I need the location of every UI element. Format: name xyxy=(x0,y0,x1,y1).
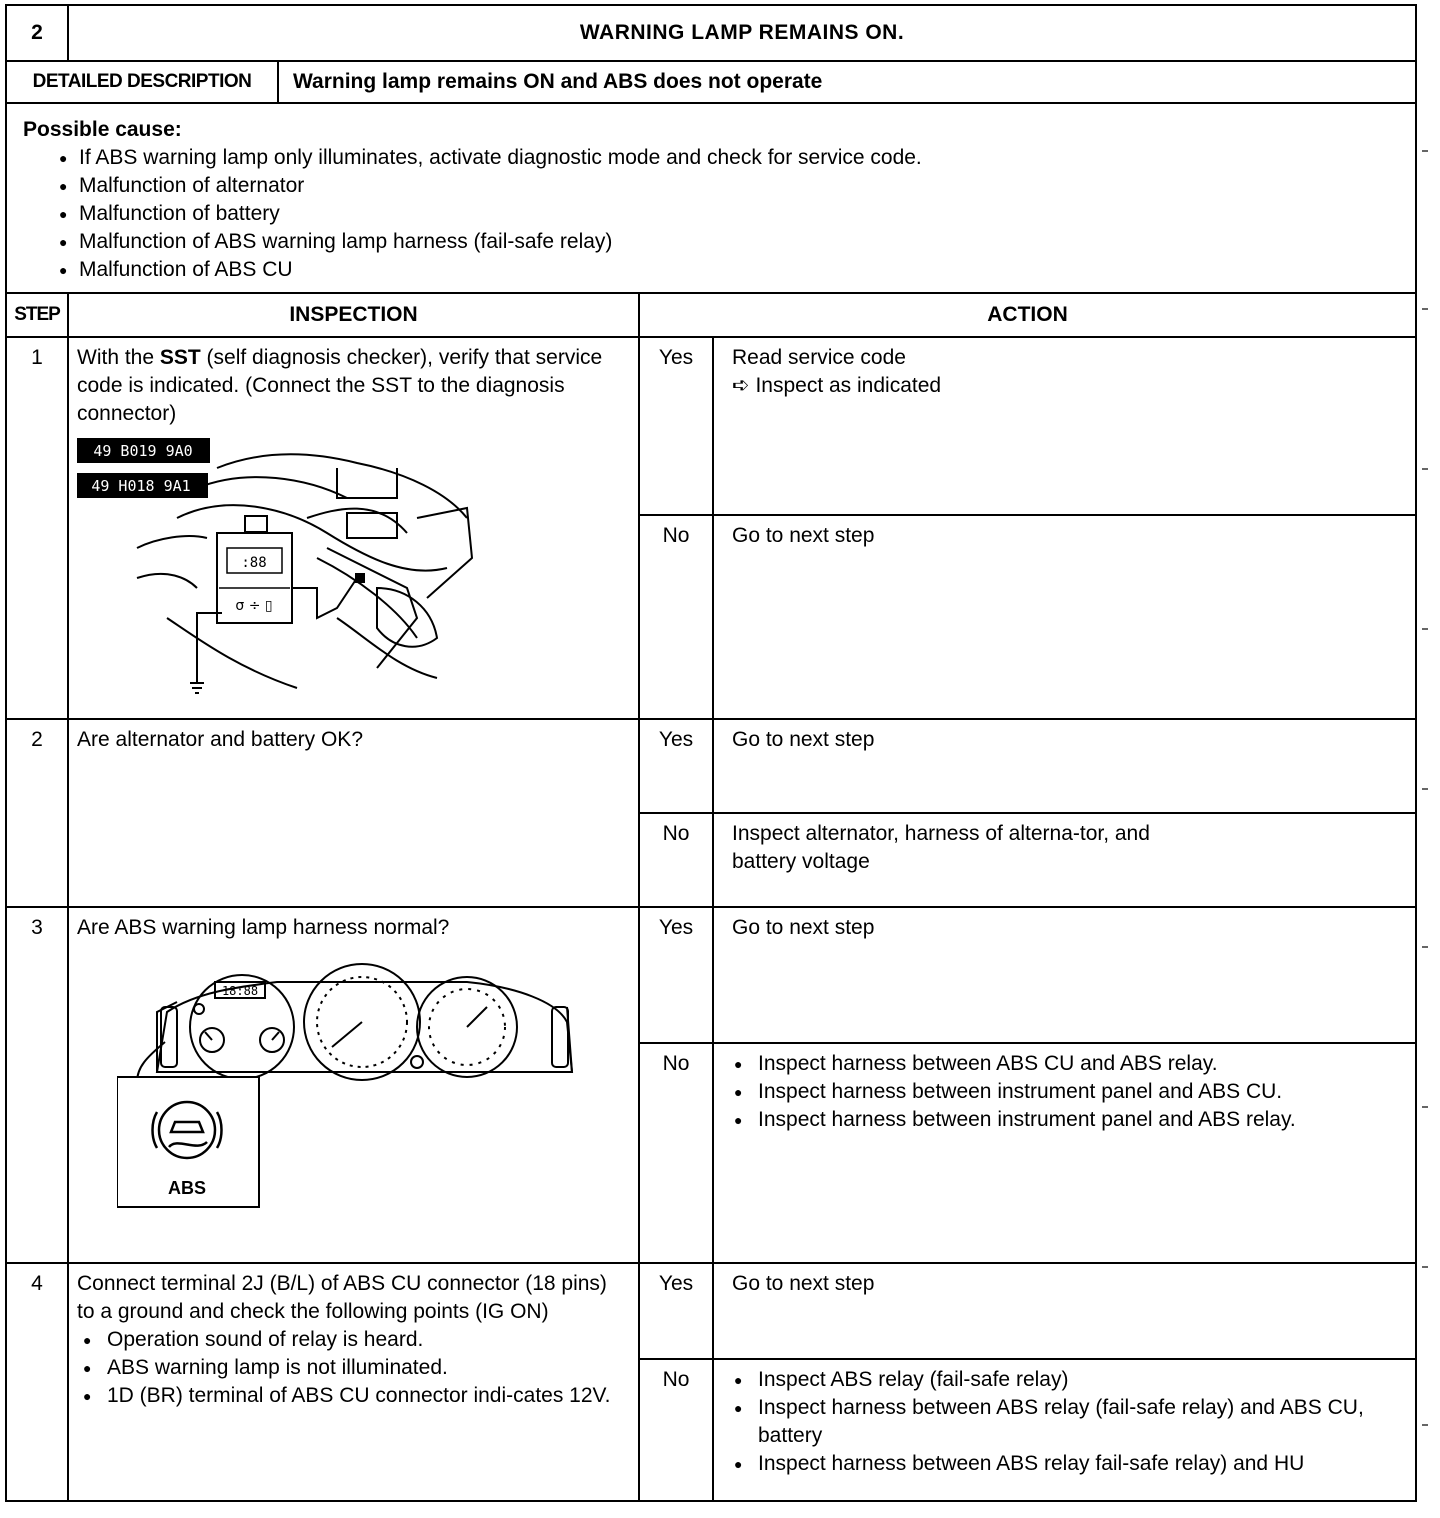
sst-tag-2-text: 49 H018 9A1 xyxy=(91,477,191,495)
procedure-number: 2 xyxy=(6,5,68,61)
step-1-yes-line-1: Read service code xyxy=(732,346,906,369)
step-4-no-action xyxy=(713,1359,1416,1501)
detail-row xyxy=(6,61,1416,103)
step-1-no-action: Go to next step xyxy=(713,515,1416,719)
step-number: 1 xyxy=(6,337,68,719)
step-1-yes-line-2: ➪ Inspect as indicated xyxy=(732,374,942,397)
column-header-row xyxy=(6,293,1416,337)
sst-tag-1-text: 49 B019 9A0 xyxy=(93,442,193,460)
possible-cause-list xyxy=(23,144,1399,284)
step-2-inspection: Are alternator and battery OK? xyxy=(68,719,639,907)
step-2-yes-label: Yes xyxy=(639,719,713,813)
cause-item: ● Malfunction of battery xyxy=(59,200,1399,228)
check-item: ● ABS warning lamp is not illuminated. xyxy=(81,1354,630,1382)
instrument-panel-illustration xyxy=(117,962,587,1232)
step-1-yes-action xyxy=(713,337,1416,515)
diagnostic-document xyxy=(5,4,1415,1502)
step-4-yes-row xyxy=(6,1263,1416,1359)
step-number: 4 xyxy=(6,1263,68,1501)
step-2-no-label: No xyxy=(639,813,713,907)
step-2-no-action: Inspect alternator, harness of alterna-tor, and battery voltage xyxy=(713,813,1416,907)
sst-connection-illustration xyxy=(77,438,477,708)
step-1-inspection xyxy=(68,337,639,719)
step-column-header: STEP xyxy=(6,293,68,337)
step-3-inspection xyxy=(68,907,639,1263)
possible-cause-heading: Possible cause: xyxy=(23,118,182,141)
cause-item: ● Malfunction of ABS warning lamp harness (fail-safe relay) xyxy=(59,228,1399,256)
svg-text:σ ÷ ▯: σ ÷ ▯ xyxy=(235,598,273,614)
action-item: ● Inspect harness between ABS relay (fail-safe relay) and ABS CU, battery xyxy=(732,1394,1411,1450)
action-item: ● Inspect harness between ABS CU and ABS relay. xyxy=(732,1050,1399,1078)
page-title: WARNING LAMP REMAINS ON. xyxy=(68,5,1416,61)
cause-item: ● Malfunction of ABS CU xyxy=(59,256,1399,284)
action-item: ● Inspect harness between instrument panel and ABS CU. xyxy=(732,1078,1399,1106)
inspection-column-header: INSPECTION xyxy=(68,293,639,337)
step-3-inspection-text: Are ABS warning lamp harness normal? xyxy=(77,916,450,939)
detailed-description-text: Warning lamp remains ON and ABS does not operate xyxy=(278,61,1416,103)
step-3-no-label: No xyxy=(639,1043,713,1263)
action-column-header: ACTION xyxy=(639,293,1416,337)
step-1-yes-row xyxy=(6,337,1416,515)
step-number: 2 xyxy=(6,719,68,907)
step-4-yes-action: Go to next step xyxy=(713,1263,1416,1359)
detailed-description-label: DETAILED DESCRIPTION xyxy=(6,61,278,103)
step-number: 3 xyxy=(6,907,68,1263)
sst-label: SST xyxy=(159,346,201,369)
cause-item: ● Malfunction of alternator xyxy=(59,172,1399,200)
arrow-icon: ➪ xyxy=(732,374,750,397)
step-1-no-label: No xyxy=(639,515,713,719)
step-3-yes-action: Go to next step xyxy=(713,907,1416,1043)
step-1-inspection-text: With the SST (self diagnosis checker), verify that service code is indicated. (Connect the SST to the diagnosis connector) xyxy=(77,346,603,425)
possible-cause-row xyxy=(6,103,1416,293)
step-3-yes-row xyxy=(6,907,1416,1043)
step-3-yes-label: Yes xyxy=(639,907,713,1043)
title-row xyxy=(6,5,1416,61)
possible-cause-cell xyxy=(6,103,1416,293)
action-item: ● Inspect harness between ABS relay fail-safe relay) and HU xyxy=(732,1450,1411,1478)
step-3-no-action xyxy=(713,1043,1416,1263)
svg-text::88: :88 xyxy=(241,555,267,571)
action-item: ● Inspect ABS relay (fail-safe relay) xyxy=(732,1366,1411,1394)
step-4-inspection xyxy=(68,1263,639,1501)
action-item: ● Inspect harness between instrument panel and ABS relay. xyxy=(732,1106,1399,1134)
abs-lamp-label: ABS xyxy=(167,1178,207,1198)
cause-item: ● If ABS warning lamp only illuminates, activate diagnostic mode and check for service code. xyxy=(59,144,1399,172)
diagnostic-table xyxy=(5,4,1417,1502)
check-item: ● 1D (BR) terminal of ABS CU connector indi-cates 12V. xyxy=(81,1382,630,1410)
margin-tick-marks xyxy=(1420,0,1440,1518)
panel-clock-display: 18:88 xyxy=(221,984,259,998)
step-2-yes-action: Go to next step xyxy=(713,719,1416,813)
check-item: ● Operation sound of relay is heard. xyxy=(81,1326,630,1354)
step-4-inspection-text: Connect terminal 2J (B/L) of ABS CU connector (18 pins) to a ground and check the following points (IG ON) xyxy=(77,1272,607,1323)
step-1-yes-label: Yes xyxy=(639,337,713,515)
step-4-no-label: No xyxy=(639,1359,713,1501)
step-2-yes-row xyxy=(6,719,1416,813)
step-4-yes-label: Yes xyxy=(639,1263,713,1359)
